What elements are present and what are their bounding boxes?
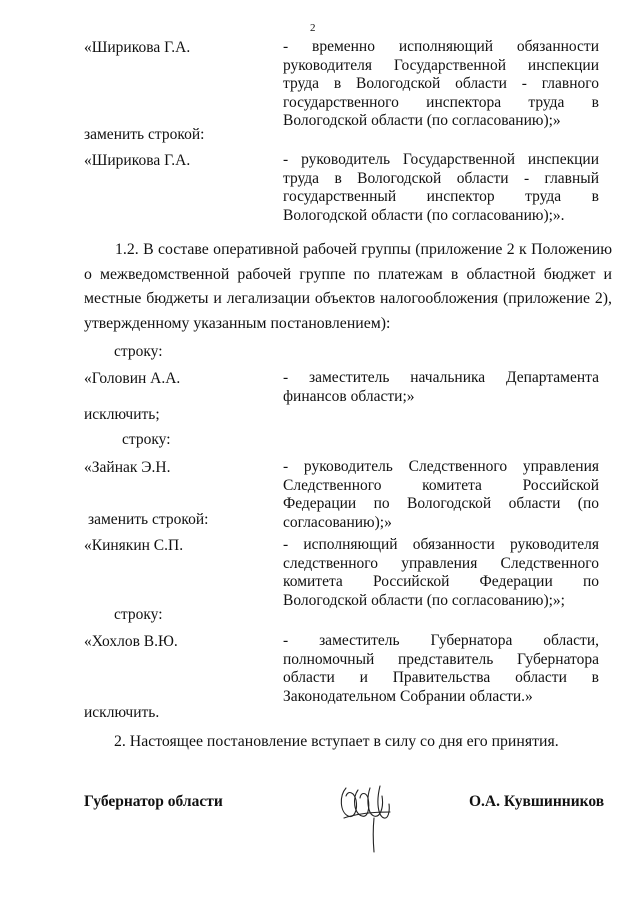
entry-name: «Головин А.А. bbox=[84, 370, 181, 387]
entry-description: - заместитель Губернатора области, полномочный представитель Губернатора области и Правительства области в Законодательном Собрании области.» bbox=[283, 632, 599, 705]
line-label: строку: bbox=[122, 431, 171, 448]
entry-description: - заместитель начальника Департамента финансов области;» bbox=[283, 369, 599, 405]
entry-description: - исполняющий обязанности руководителя следственного управления Следственного комитета Российской Федерации по Вологодской области (по согласованию);»; bbox=[283, 536, 599, 609]
exclude-label: исключить. bbox=[84, 704, 160, 721]
entry-description: - руководитель Следственного управления Следственного комитета Российской Федерации по Вологодской области (по согласованию);» bbox=[283, 458, 599, 531]
paragraph-2: 2. Настоящее постановление вступает в силу со дня его принятия. bbox=[114, 733, 559, 750]
handwritten-signature bbox=[336, 782, 396, 854]
replace-label: заменить строкой: bbox=[84, 126, 205, 143]
entry-name: «Кинякин С.П. bbox=[84, 537, 184, 554]
entry-description: - руководитель Государственной инспекции труда в Вологодской области - главный государственный инспектор труда в Вологодской области (по согласованию);». bbox=[283, 151, 599, 224]
exclude-label: исключить; bbox=[84, 406, 160, 423]
entry-description: - временно исполняющий обязанности руководителя Государственной инспекции труда в Вологодской области - главного государственного инспектора труда в Вологодской области (по согласованию);» bbox=[283, 38, 599, 129]
page-number: 2 bbox=[310, 22, 316, 34]
entry-name: «Ширикова Г.А. bbox=[84, 39, 191, 56]
entry-name: «Хохлов В.Ю. bbox=[84, 633, 178, 650]
replace-label: заменить строкой: bbox=[88, 511, 209, 528]
signature-position: Губернатор области bbox=[84, 793, 223, 810]
line-label: строку: bbox=[114, 343, 163, 360]
signature-name: О.А. Кувшинников bbox=[469, 793, 605, 810]
entry-name: «Зайнак Э.Н. bbox=[84, 459, 171, 476]
paragraph-1-2: 1.2. В составе оперативной рабочей группы (приложение 2 к Положению о межведомственной рабочей группе по платежам в областной бюджет и местные бюджеты и легализации объектов налогообложения (приложение 2), утвержденному указанным постановлением): bbox=[84, 241, 612, 333]
line-label: строку: bbox=[114, 606, 163, 623]
entry-name: «Ширикова Г.А. bbox=[84, 152, 191, 169]
